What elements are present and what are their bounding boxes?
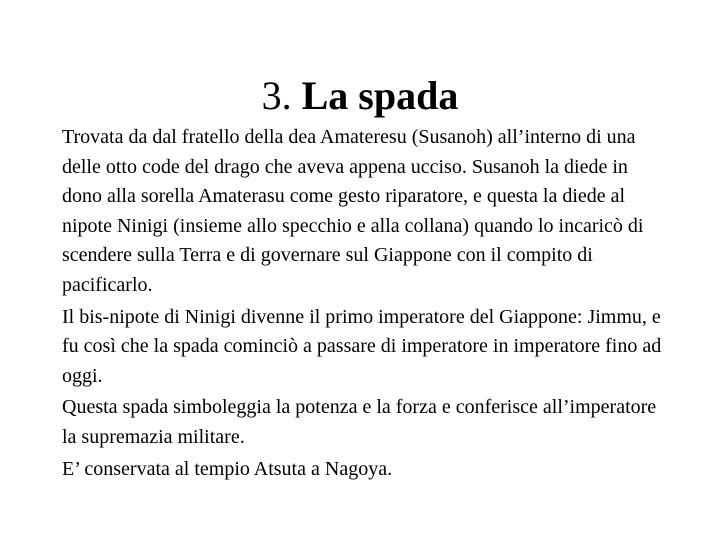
slide-body xyxy=(62,123,672,484)
paragraph-origin: Trovata da dal fratello della dea Amateresu (Susanoh) all’interno di una delle otto code del drago che aveva appena ucciso. Susanoh la diede in dono alla sorella Amaterasu come gesto riparatore, e questa la diede al nipote Ninigi (insieme allo specchio e alla collana) quando lo incaricò di scendere sulla Terra e di governare sul Giappone con il compito di pacificarlo. xyxy=(62,126,644,296)
slide-title xyxy=(0,70,720,122)
title-text: La spada xyxy=(301,73,459,118)
paragraph-location: E’ conservata al tempio Atsuta a Nagoya. xyxy=(62,457,393,480)
paragraph-symbolism: Questa spada simboleggia la potenza e la forza e conferisce all’imperatore la supremazia militare. xyxy=(62,396,657,448)
paragraph-jimmu: Il bis-nipote di Ninigi divenne il primo imperatore del Giappone: Jimmu, e fu così che la spada cominciò a passare di imperatore in imperatore fino ad oggi. xyxy=(62,305,662,387)
title-number: 3. xyxy=(261,73,292,118)
